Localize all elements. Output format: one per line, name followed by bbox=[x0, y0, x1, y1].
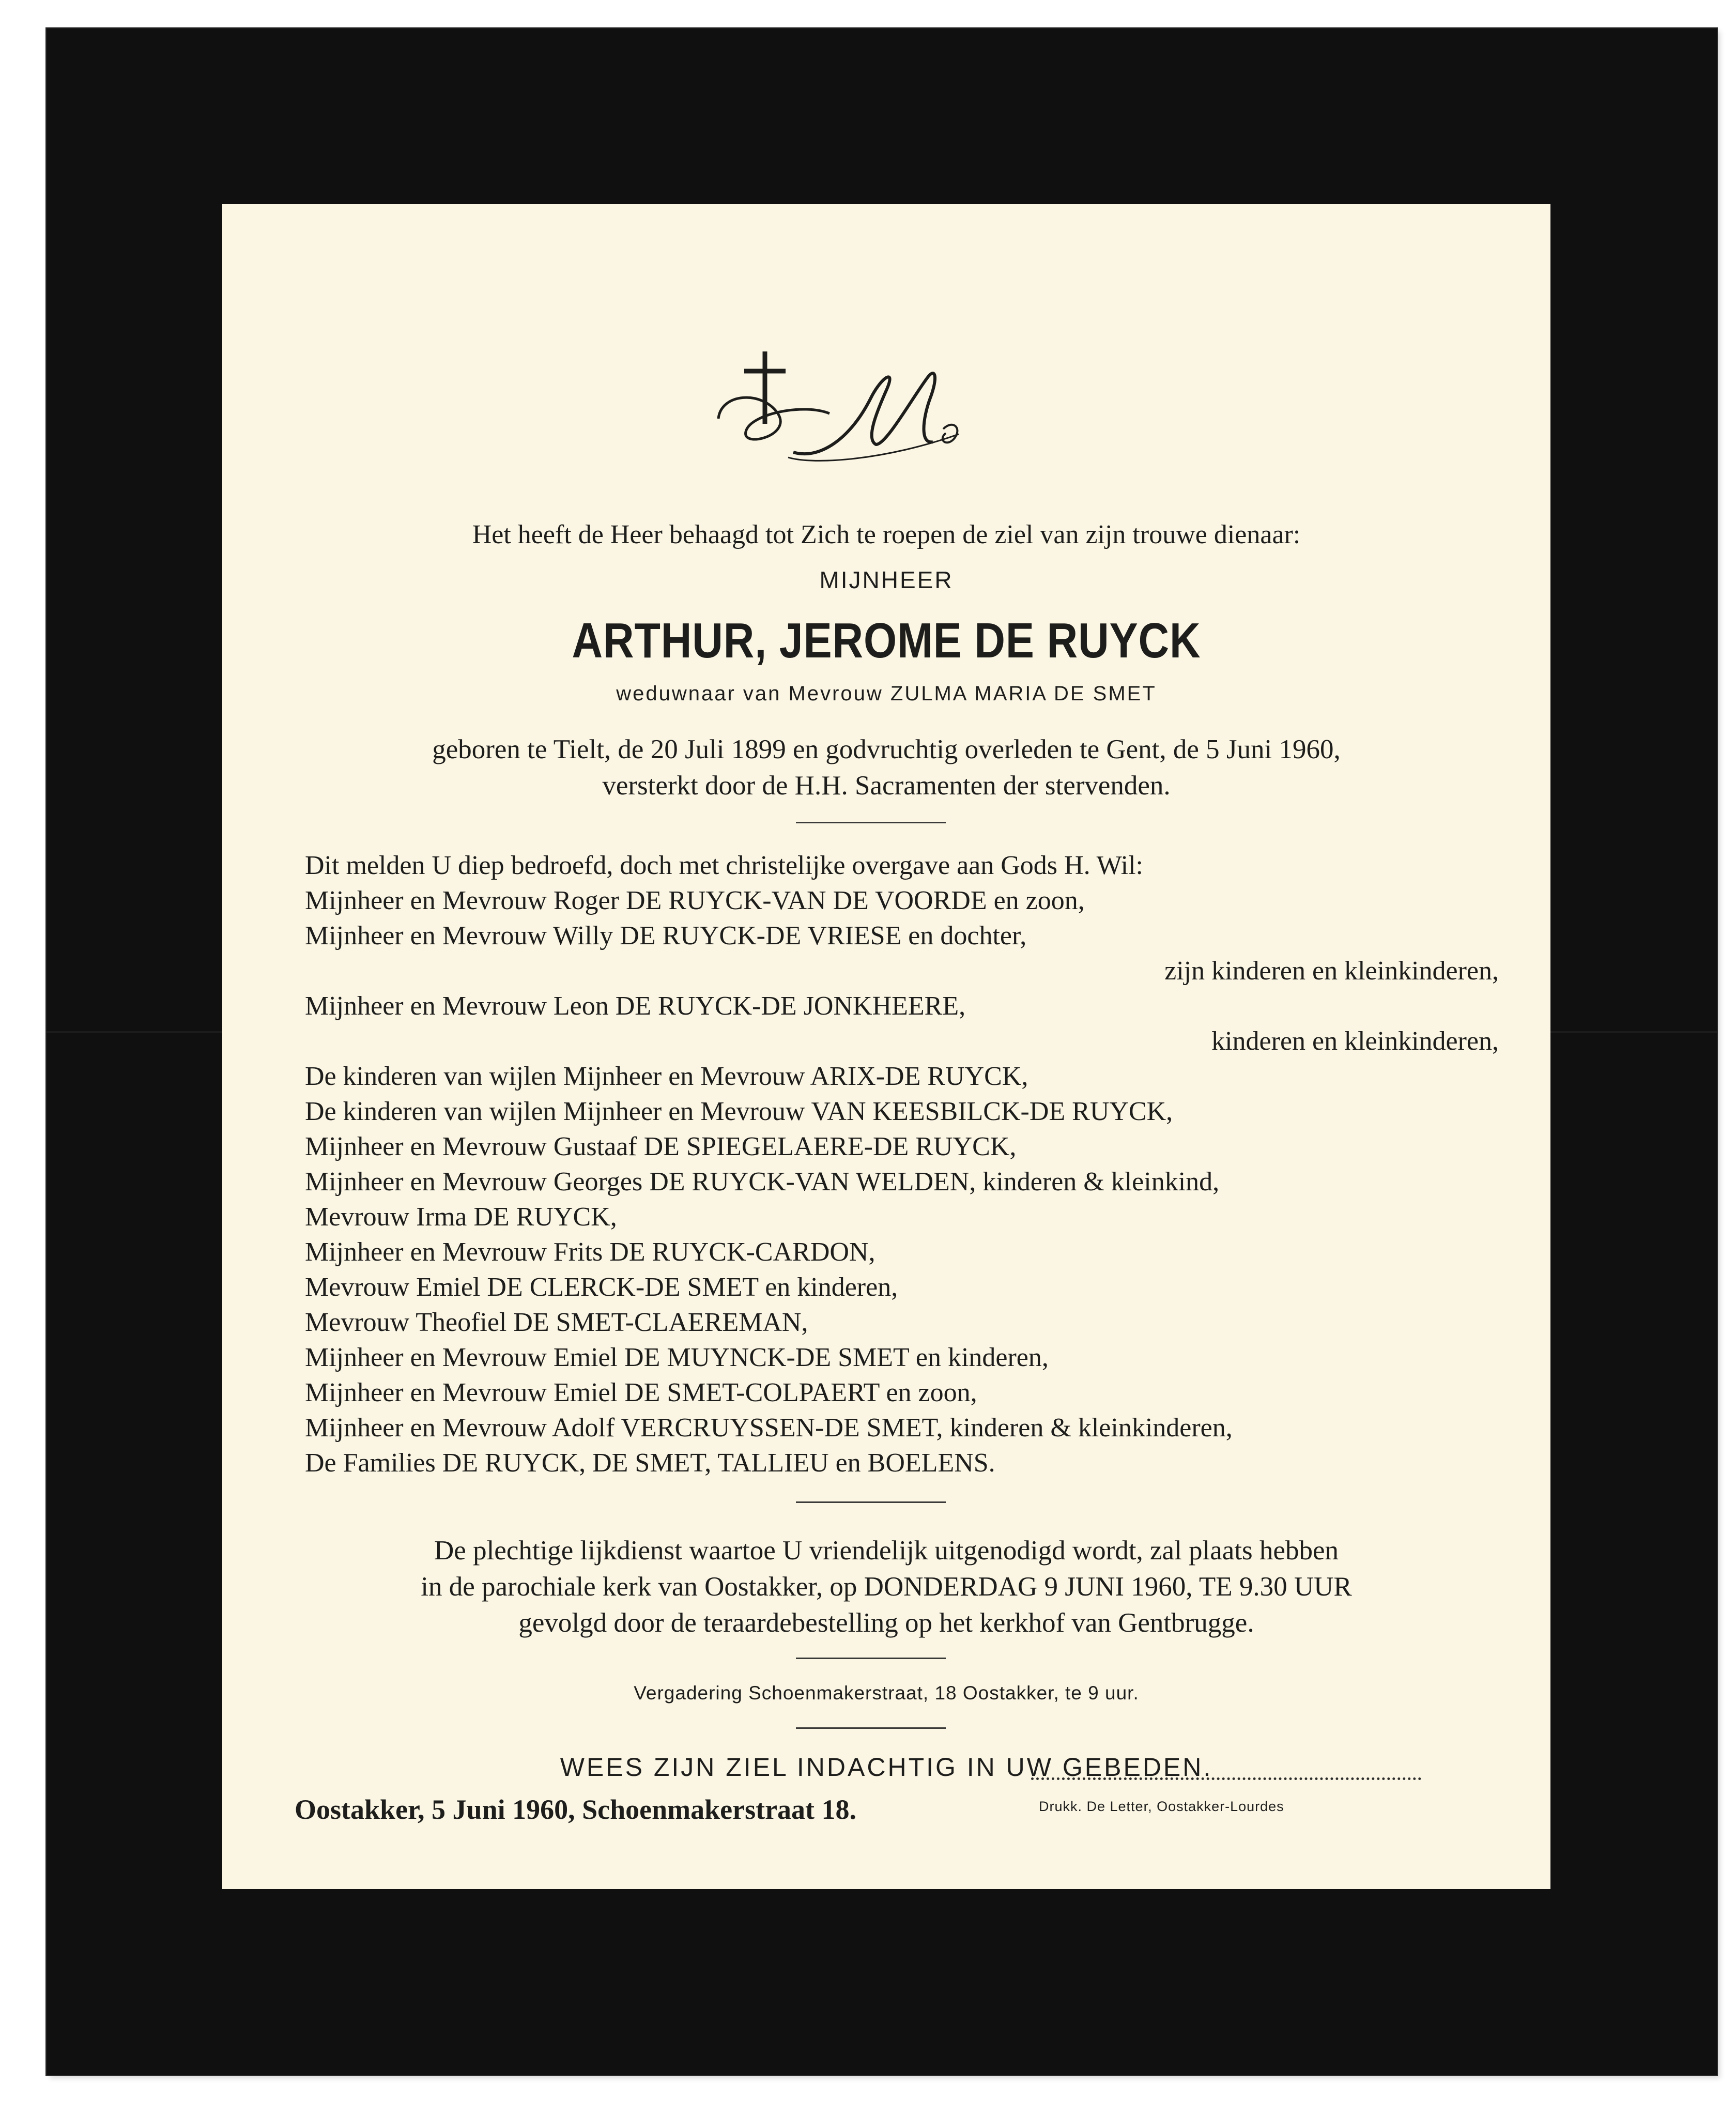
mourner-line: kinderen en kleinkinderen, bbox=[1211, 1026, 1499, 1056]
service-line: gevolgd door de teraardebestelling op het kerkhof van Gentbrugge. bbox=[518, 1608, 1254, 1638]
mourner-line: Mijnheer en Mevrouw Willy DE RUYCK-DE VRIESE en dochter, bbox=[305, 921, 1027, 950]
widower-line: weduwnaar van Mevrouw ZULMA MARIA DE SMET bbox=[616, 682, 1157, 705]
mourner-line: De kinderen van wijlen Mijnheer en Mevrouw VAN KEESBILCK-DE RUYCK, bbox=[305, 1097, 1173, 1126]
place-date-line: Oostakker, 5 Juni 1960, Schoenmakerstraat 18. bbox=[295, 1794, 857, 1825]
mourner-line: Mijnheer en Mevrouw Leon DE RUYCK-DE JONKHEERE, bbox=[305, 991, 966, 1021]
sacrament-line: versterkt door de H.H. Sacramenten der stervenden. bbox=[602, 771, 1171, 801]
mourner-line: Mevrouw Theofiel DE SMET-CLAEREMAN, bbox=[305, 1308, 808, 1337]
death-notice-sheet bbox=[222, 204, 1550, 1889]
mourner-line: Mevrouw Emiel DE CLERCK-DE SMET en kinderen, bbox=[305, 1272, 898, 1302]
mourner-line: Mevrouw Irma DE RUYCK, bbox=[305, 1202, 617, 1232]
mourner-line: Mijnheer en Mevrouw Frits DE RUYCK-CARDON, bbox=[305, 1237, 875, 1267]
divider bbox=[796, 1727, 946, 1729]
divider bbox=[796, 1658, 946, 1659]
mourner-line: zijn kinderen en kleinkinderen, bbox=[1164, 956, 1499, 986]
mourner-line: Mijnheer en Mevrouw Roger DE RUYCK-VAN DE VOORDE en zoon, bbox=[305, 886, 1085, 915]
cross-monogram-icon bbox=[716, 341, 964, 476]
divider bbox=[796, 1501, 946, 1503]
mourner-line: De Families DE RUYCK, DE SMET, TALLIEU en BOELENS. bbox=[305, 1448, 995, 1478]
gathering-line: Vergadering Schoenmakerstraat, 18 Oostakker, te 9 uur. bbox=[634, 1682, 1139, 1704]
birth-death-line: geboren te Tielt, de 20 Juli 1899 en godvruchtig overleden te Gent, de 5 Juni 1960, bbox=[432, 734, 1341, 764]
mourner-line: Mijnheer en Mevrouw Gustaaf DE SPIEGELAERE-DE RUYCK, bbox=[305, 1132, 1017, 1161]
intro-text: Het heeft de Heer behaagd tot Zich te roepen de ziel van zijn trouwe dienaar: bbox=[472, 520, 1301, 549]
prayer-line: WEES ZIJN ZIEL INDACHTIG IN UW GEBEDEN. bbox=[560, 1753, 1213, 1782]
mourner-line: Mijnheer en Mevrouw Emiel DE SMET-COLPAERT en zoon, bbox=[305, 1378, 977, 1407]
service-line: in de parochiale kerk van Oostakker, op DONDERDAG 9 JUNI 1960, TE 9.30 UUR bbox=[421, 1572, 1352, 1602]
service-line: De plechtige lijkdienst waartoe U vriendelijk uitgenodigd wordt, zal plaats hebben bbox=[434, 1536, 1339, 1566]
printer-dotted-rule bbox=[1031, 1777, 1421, 1780]
mourner-line: Mijnheer en Mevrouw Adolf VERCRUYSSEN-DE SMET, kinderen & kleinkinderen, bbox=[305, 1413, 1233, 1443]
mourner-line: De kinderen van wijlen Mijnheer en Mevrouw ARIX-DE RUYCK, bbox=[305, 1062, 1028, 1091]
mourner-line: Mijnheer en Mevrouw Emiel DE MUYNCK-DE SMET en kinderen, bbox=[305, 1343, 1049, 1372]
mourner-line: Mijnheer en Mevrouw Georges DE RUYCK-VAN WELDEN, kinderen & kleinkind, bbox=[305, 1167, 1220, 1197]
divider bbox=[796, 822, 946, 823]
mourner-line: Dit melden U diep bedroefd, doch met christelijke overgave aan Gods H. Wil: bbox=[305, 851, 1143, 880]
printer-credit: Drukk. De Letter, Oostakker-Lourdes bbox=[1039, 1799, 1284, 1814]
deceased-name: ARTHUR, JEROME DE RUYCK bbox=[572, 613, 1201, 668]
honorific: MIJNHEER bbox=[819, 566, 954, 593]
